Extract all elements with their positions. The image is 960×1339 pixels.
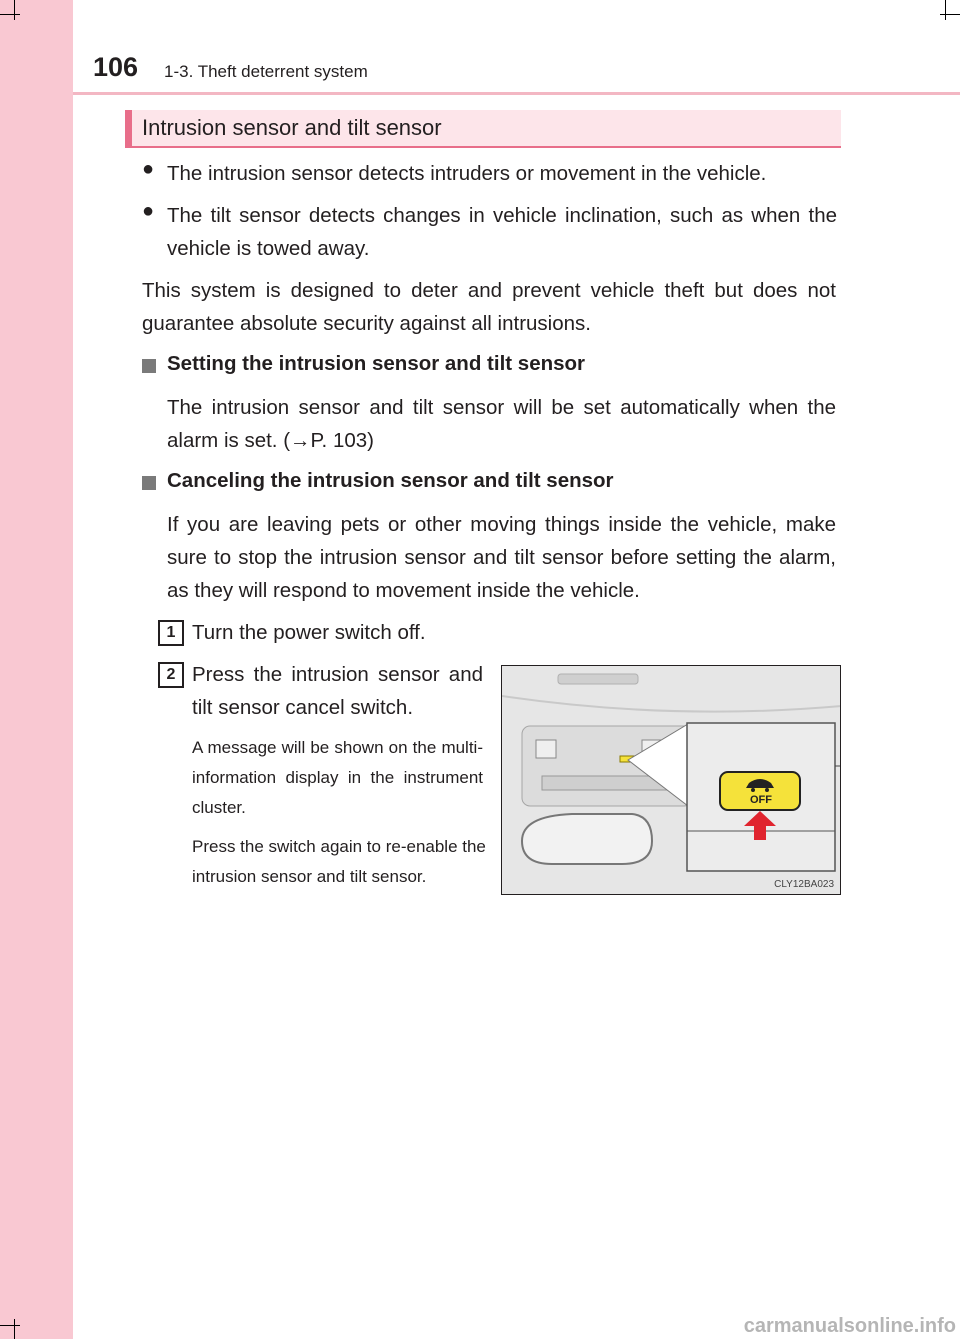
header-divider (73, 92, 960, 95)
page-number: 106 (93, 52, 139, 82)
bullet-icon: ● (142, 200, 155, 222)
square-bullet-icon (142, 476, 156, 490)
step-number-1: 1 (158, 620, 184, 646)
note-reenable: Press the switch again to re-enable the intrusion sensor and tilt sensor. (192, 837, 486, 886)
crop-mark (0, 14, 20, 15)
crop-mark (14, 0, 15, 20)
canceling-body: If you are leaving pets or other moving things inside the vehicle, make sure to stop the intrusion sensor and tilt sensor before setting the alarm, as they will respond to movement inside the vehicle. (167, 513, 836, 602)
bullet-text: The tilt sensor detects changes in vehicle inclination, such as when the vehicle is towed away. (167, 204, 837, 260)
illustration-svg (502, 666, 841, 895)
note-message: A message will be shown on the multi-information display in the instrument cluster. (192, 738, 483, 817)
cancel-switch-illustration (501, 665, 841, 895)
step-1-text: Turn the power switch off. (192, 621, 426, 644)
bullet-icon: ● (142, 158, 155, 180)
canceling-heading: Canceling the intrusion sensor and tilt sensor (167, 469, 614, 492)
step-2-text: Press the intrusion sensor and tilt sensor cancel switch. (192, 663, 483, 719)
off-button-label: OFF (750, 794, 772, 806)
bullet-text: The intrusion sensor detects intruders or movement in the vehicle. (167, 162, 767, 185)
crop-mark (940, 14, 960, 15)
page-sidebar-tab (0, 0, 73, 1339)
section-path: 1-3. Theft deterrent system (164, 62, 368, 81)
square-bullet-icon (142, 359, 156, 373)
intro-paragraph: This system is designed to deter and prevent vehicle theft but does not guarantee absolute security against all intrusions. (142, 279, 836, 335)
section-title-box (125, 110, 841, 148)
section-title: Intrusion sensor and tilt sensor (142, 115, 442, 140)
setting-body: The intrusion sensor and tilt sensor will be set automatically when the alarm is set. (→P. 103) (167, 396, 836, 452)
watermark: carmanualsonline.info (743, 1315, 956, 1337)
crop-mark (14, 1319, 15, 1339)
step-number-2: 2 (158, 662, 184, 688)
figure-code: CLY12BA023 (774, 879, 834, 890)
crop-mark (945, 0, 946, 20)
setting-heading: Setting the intrusion sensor and tilt sensor (167, 352, 586, 375)
crop-mark (0, 1325, 20, 1326)
